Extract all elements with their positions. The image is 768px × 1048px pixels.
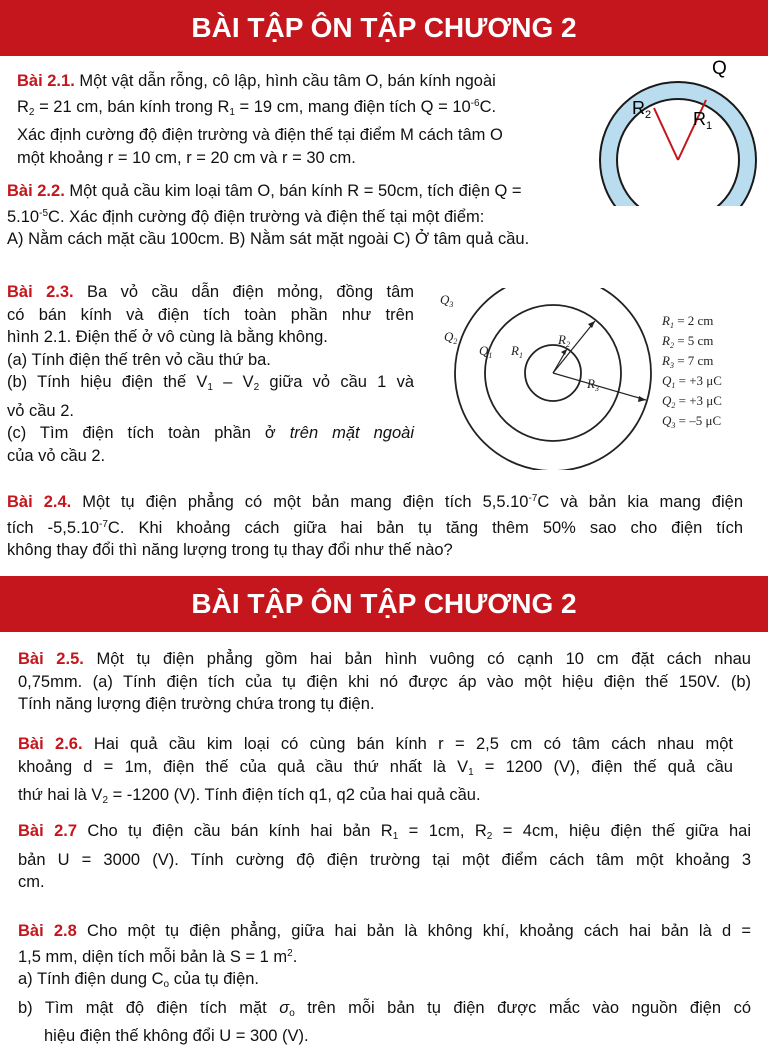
legend-symbol: Q	[662, 373, 672, 388]
line	[18, 784, 733, 813]
legend-subscript: 1	[669, 321, 674, 330]
line	[18, 920, 751, 943]
line	[17, 70, 587, 93]
text: khoảng d = 1m, điện thế của quả cầu thứ nhất là V	[18, 757, 469, 776]
text: C.	[479, 97, 497, 116]
text: Cho một tụ điện phẳng, giữa hai bản là không khí, khoảng cách hai bản là d =	[76, 922, 751, 940]
text: Hai quả cầu kim loại có cùng bán kính r = 2,5 cm có tâm cách nhau một	[82, 735, 733, 753]
legend-subscript: 3	[671, 421, 676, 430]
superscript: 2	[287, 947, 293, 959]
line: Tính năng lượng điện trường chứa trong tụ điện.	[18, 695, 375, 713]
text: thứ hai là V	[18, 786, 103, 804]
problem-label: Bài 2.6.	[18, 735, 83, 753]
line	[7, 203, 657, 229]
text: Một vật dẫn rỗng, cô lập, hình cầu tâm O, bán kính ngoài	[74, 72, 496, 90]
line: cm.	[18, 873, 45, 891]
chapter-banner-top: BÀI TẬP ÔN TẬP CHƯƠNG 2	[0, 0, 768, 56]
r2-arrow	[553, 321, 595, 373]
line	[18, 968, 751, 997]
line	[18, 756, 733, 785]
text: (b) Tính hiệu điện thế V	[7, 373, 208, 391]
legend-subscript: 2	[671, 401, 676, 410]
text: Một tụ điện phẳng có một bản mang điện tích 5,5.10	[71, 493, 529, 511]
subscript: 2	[102, 795, 108, 806]
legend-entry	[662, 393, 722, 410]
text: tích -5,5.10	[7, 518, 100, 537]
problem-2-3	[7, 281, 414, 467]
line	[7, 514, 743, 540]
concentric-shells-figure	[430, 288, 760, 470]
superscript: -7	[99, 518, 108, 530]
legend-entry	[662, 413, 721, 430]
line	[17, 93, 587, 125]
text: = 19 cm, mang điện tích Q = 10	[234, 97, 471, 116]
superscript: -6	[470, 97, 480, 109]
italic-text: trên mặt ngoài	[289, 424, 414, 442]
problem-2-5	[18, 648, 751, 716]
legend-value: = –5 μC	[675, 413, 722, 428]
q1-symbol: Q	[479, 343, 489, 358]
subscript: 1	[392, 831, 399, 842]
subscript: 1	[229, 106, 235, 118]
text: = 21 cm, bán kính trong R	[34, 97, 230, 116]
legend-entry	[661, 353, 713, 370]
line: có bán kính và điện tích toàn phần như trên	[7, 305, 414, 324]
text: C. Xác định cường độ điện trường và điện thế tại một điểm:	[48, 207, 485, 226]
legend-subscript: 1	[671, 381, 676, 390]
q3-subscript: 3	[449, 300, 454, 309]
r3-symbol: R	[587, 376, 595, 391]
problem-2-4	[7, 488, 743, 562]
problem-2-6	[18, 733, 733, 813]
problem-label: Bài 2.2.	[7, 182, 65, 200]
q2-subscript: 2	[453, 337, 458, 346]
legend-entry	[662, 373, 722, 390]
line	[18, 943, 751, 969]
text: = 1cm, R	[398, 822, 487, 840]
text: .	[292, 947, 298, 966]
subscript: 1	[468, 766, 474, 778]
r1-label	[510, 343, 523, 360]
problem-2-1	[17, 70, 587, 169]
line: vỏ cầu 2.	[7, 401, 74, 420]
line	[7, 371, 414, 400]
r1-symbol: R	[511, 343, 519, 358]
legend-subscript: 3	[669, 361, 674, 370]
text: Một quả cầu kim loại tâm O, bán kính R = 50cm, tích điện Q =	[64, 182, 522, 200]
text: Cho tụ điện cầu bán kính hai bản R	[77, 822, 393, 840]
chapter-banner-bottom: BÀI TẬP ÔN TẬP CHƯƠNG 2	[0, 576, 768, 632]
r2-symbol: R	[632, 98, 645, 118]
legend-symbol: Q	[662, 393, 672, 408]
charge-label: Q	[712, 58, 727, 79]
legend-value: = 7 cm	[673, 353, 714, 368]
text: 1,5 mm, diện tích mỗi bản là S = 1 m	[18, 947, 288, 966]
problem-label: Bài 2.8	[18, 922, 77, 940]
r3-subscript: 3	[594, 384, 599, 393]
line: một khoảng r = 10 cm, r = 20 cm và r = 30 cm.	[17, 148, 356, 167]
values-legend	[661, 313, 722, 430]
problem-label: Bài 2.5.	[18, 650, 84, 668]
legend-value: = 5 cm	[673, 333, 714, 348]
r2-arrowhead	[588, 321, 595, 328]
text: R	[17, 97, 29, 116]
subscript: 1	[207, 382, 213, 393]
legend-value: = +3 μC	[675, 393, 722, 408]
problem-2-7	[18, 820, 751, 894]
problem-2-2	[7, 180, 657, 251]
line	[7, 281, 414, 304]
legend-entry	[661, 313, 713, 330]
superscript: -5	[39, 207, 49, 219]
text: – V	[212, 373, 254, 391]
text: trên mỗi bản tụ điện được mắc vào nguồn điện có	[294, 998, 751, 1017]
text: b) Tìm mật độ điện tích mặt	[18, 998, 280, 1017]
r2-subscript: 2	[565, 340, 570, 349]
superscript: -7	[528, 493, 538, 504]
r3-arrow	[553, 373, 646, 400]
q3-symbol: Q	[440, 292, 450, 307]
subscript: 2	[486, 831, 493, 842]
text: C. Khi khoảng cách giữa hai bản tụ tăng thêm 50% sao cho điện tích	[107, 518, 743, 537]
problem-label: Bài 2.3.	[7, 283, 74, 301]
line: hình 2.1. Điện thế ở vô cùng là bằng không.	[7, 328, 328, 346]
line	[18, 820, 751, 849]
legend-value: = 2 cm	[673, 313, 714, 328]
legend-symbol: R	[662, 313, 670, 328]
q2-label	[444, 329, 457, 346]
line	[7, 422, 414, 445]
q2-symbol: Q	[444, 329, 454, 344]
problem-label: Bài 2.4.	[7, 493, 72, 511]
text: C và bản kia mang điện	[537, 493, 743, 511]
q3-label	[440, 292, 453, 309]
line: A) Nằm cách mặt cầu 100cm. B) Nằm sát mặt ngoài C) Ở tâm quả cầu.	[7, 230, 530, 248]
line: bản U = 3000 (V). Tính cường độ điện trường tại một điểm cách tâm một khoảng 3	[18, 850, 751, 869]
subscript: o	[163, 979, 170, 990]
text: = 4cm, hiệu điện thế giữa hai	[492, 822, 751, 840]
r3-label	[586, 376, 599, 393]
text: (c) Tìm điện tích toàn phần ở	[7, 424, 290, 442]
r1-subscript: 1	[706, 120, 713, 132]
line	[7, 488, 743, 514]
line: 0,75mm. (a) Tính điện tích của tụ điện khi nó được áp vào một hiệu điện thế 150V. (b)	[18, 672, 751, 691]
r2-subscript: 2	[645, 109, 652, 121]
text: giữa vỏ cầu 1 và	[259, 373, 415, 391]
line: của vỏ cầu 2.	[7, 446, 106, 465]
text: 5.10	[7, 207, 40, 226]
r2-symbol: R	[558, 332, 566, 347]
legend-symbol: R	[662, 353, 670, 368]
subscript: 2	[28, 106, 35, 118]
line	[18, 997, 751, 1026]
problem-2-8	[18, 920, 751, 1048]
sigma-symbol: σ	[279, 998, 290, 1017]
r1-symbol: R	[693, 109, 706, 129]
legend-value: = +3 μC	[675, 373, 722, 388]
r1-arrowhead	[561, 349, 567, 355]
r2-label	[557, 332, 570, 349]
text: = 1200 (V), điện thế quả cầu	[473, 757, 733, 776]
problem-label: Bài 2.7	[18, 822, 78, 840]
text: = -1200 (V). Tính điện tích q1, q2 của hai quả cầu.	[108, 786, 481, 804]
text: a) Tính điện dung C	[18, 970, 164, 988]
line: (a) Tính điện thế trên vỏ cầu thứ ba.	[7, 350, 271, 369]
legend-symbol: R	[662, 333, 670, 348]
text: của tụ điện.	[169, 970, 260, 988]
r3-arrowhead	[638, 396, 646, 402]
line: không thay đổi thì năng lượng trong tụ thay đổi như thế nào?	[7, 541, 453, 559]
text: Một tụ điện phẳng gồm hai bản hình vuông có cạnh 10 cm đặt cách nhau	[83, 650, 751, 668]
line: hiệu điện thế không đổi U = 300 (V).	[44, 1027, 309, 1045]
legend-symbol: Q	[662, 413, 672, 428]
q1-subscript: 1	[488, 351, 493, 360]
legend-subscript: 2	[669, 341, 674, 350]
subscript: 2	[253, 382, 260, 393]
r1-subscript: 1	[518, 351, 523, 360]
line	[18, 733, 733, 756]
line: Xác định cường độ điện trường và điện thế tại điểm M cách tâm O	[17, 126, 503, 144]
legend-entry	[661, 333, 713, 350]
text: Ba vỏ cầu dẫn điện mỏng, đồng tâm	[73, 283, 414, 301]
line	[7, 180, 657, 203]
problem-label: Bài 2.1.	[17, 72, 75, 90]
subscript: o	[289, 1007, 295, 1019]
line	[18, 648, 751, 671]
